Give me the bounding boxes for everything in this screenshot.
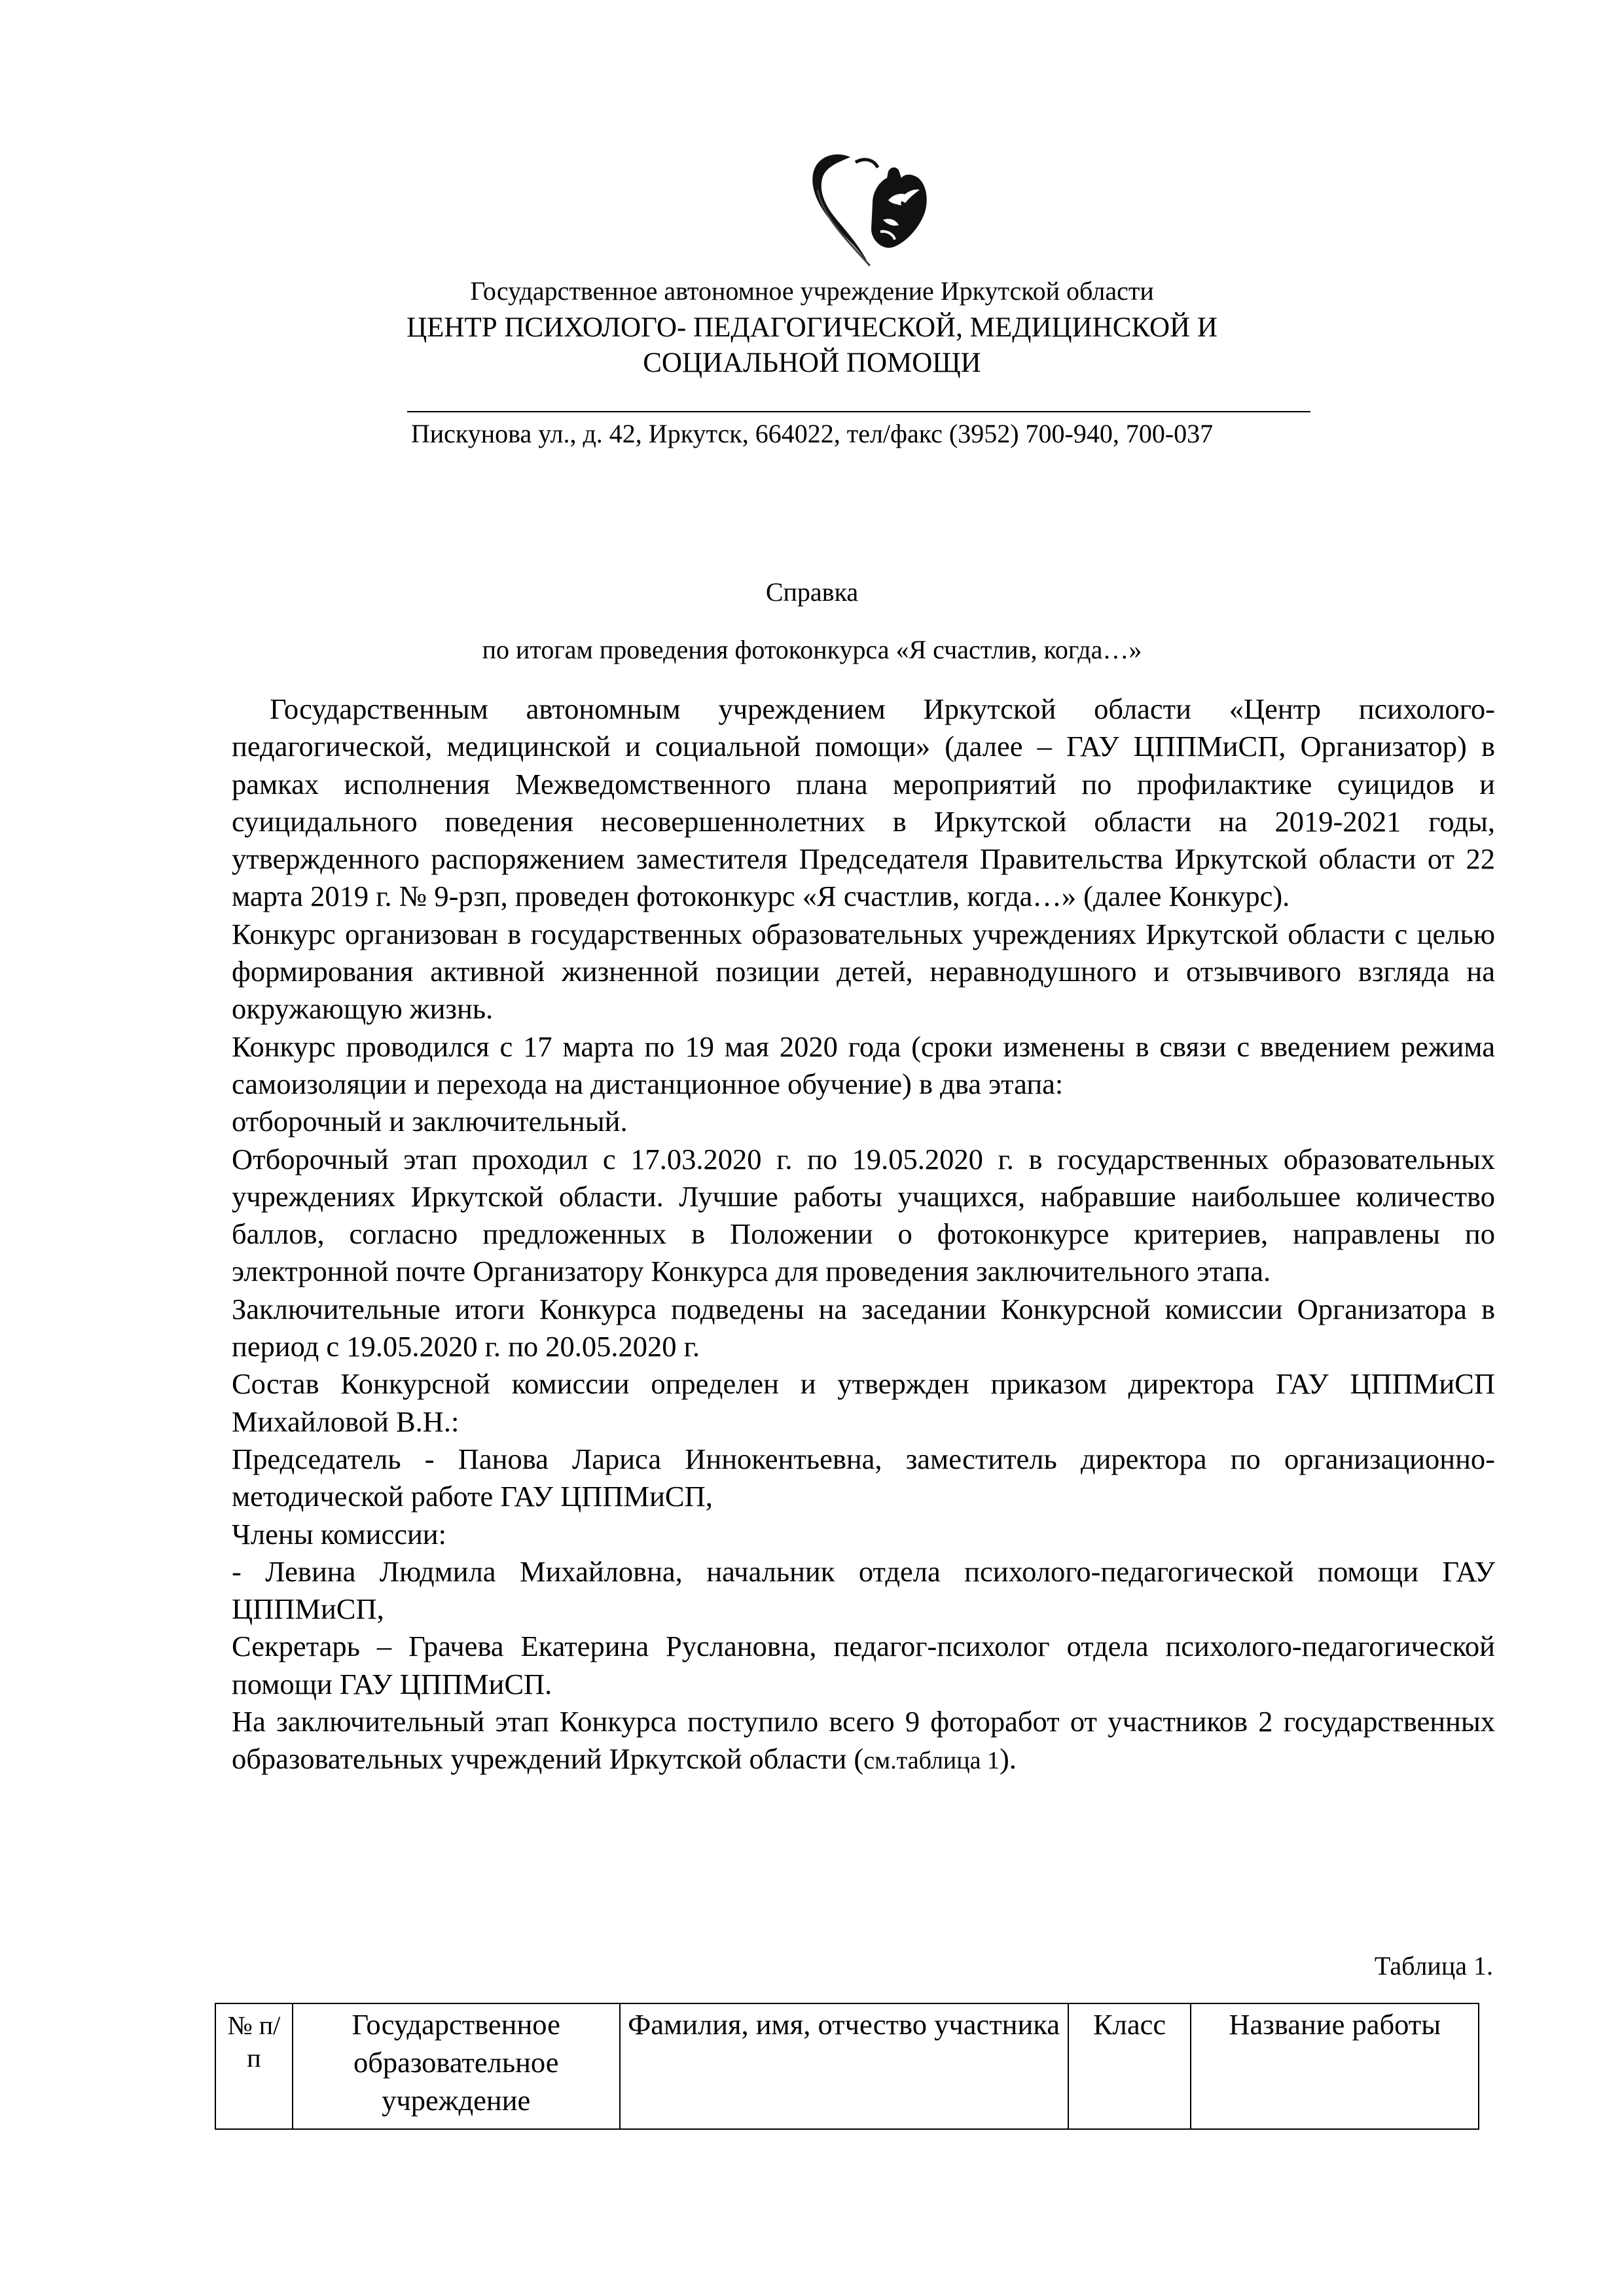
paragraph: Отборочный этап проходил с 17.03.2020 г. по 19.05.2020 г. в государственных образовательных учреждениях Иркутской области. Лучшие работы учащихся, набравшие наибольшее количество баллов, согласно предложенных в Положении о фотоконкурсе критериев, направлены по электронной почте Организатору Конкурса для проведения заключительного этапа.: [232, 1142, 1495, 1288]
final-paragraph-end: ).: [999, 1742, 1017, 1776]
paragraph-final: [232, 1703, 1495, 1780]
heart-hand-icon: [810, 152, 932, 268]
paragraph: отборочный и заключительный.: [232, 1105, 628, 1138]
final-paragraph-text: На заключительный этап Конкурса поступило всего 9 фоторабот от участников 2 государственных образовательных учреждений Иркутской области (: [232, 1705, 1495, 1776]
paragraph: Состав Конкурсной комиссии определен и утвержден приказом директора ГАУ ЦППМиСП Михайловой В.Н.:: [232, 1367, 1495, 1438]
paragraph: Конкурс организован в государственных образовательных учреждениях Иркутской области с целью формирования активной жизненной позиции детей, неравнодушного и отзывчивого взгляда на окружающую жизнь.: [232, 917, 1495, 1026]
table-reference: см.таблица 1: [863, 1747, 1000, 1775]
org-title-line: ЦЕНТР ПСИХОЛОГО- ПЕДАГОГИЧЕСКОЙ, МЕДИЦИНСКОЙ И: [406, 312, 1218, 343]
paragraph: Члены комиссии:: [232, 1517, 446, 1551]
document-body: [232, 691, 1495, 1780]
column-header-participant-name: Фамилия, имя, отчество участника: [620, 2003, 1068, 2129]
table-header-row: [215, 2003, 1479, 2129]
paragraph: Председатель - Панова Лариса Иннокентьевна, заместитель директора по организационно-методической работе ГАУ ЦППМиСП,: [232, 1442, 1495, 1513]
org-name-line: Государственное автономное учреждение Иркутской области: [470, 276, 1154, 306]
column-header-grade: Класс: [1068, 2003, 1191, 2129]
paragraph: Заключительные итоги Конкурса подведены на заседании Конкурсной комиссии Организатора в период с 19.05.2020 г. по 20.05.2020 г.: [232, 1292, 1495, 1363]
column-header-number: № п/п: [215, 2003, 293, 2129]
column-header-institution: Государственное образовательное учреждение: [293, 2003, 620, 2129]
paragraph: - Левина Людмила Михайловна, начальник отдела психолого-педагогической помощи ГАУ ЦППМиСП,: [232, 1554, 1495, 1626]
paragraph: Секретарь – Грачева Екатерина Руслановна, педагог-психолог отдела психолого-педагогической помощи ГАУ ЦППМиСП.: [232, 1630, 1495, 1700]
paragraph: Государственным автономным учреждением Иркутской области «Центр психолого-педагогической, медицинской и социальной помощи» (далее – ГАУ ЦППМиСП, Организатор) в рамках исполнения Межведомственного плана мероприятий по профилактике суицидов и суицидального поведения несовершеннолетних в Иркутской области на 2019-2021 годы, утвержденного распоряжением заместителя Председателя Правительства Иркутской области от 22 марта 2019 г. № 9-рзп, проведен фотоконкурс «Я счастлив, когда…» (далее Конкурс).: [232, 692, 1495, 913]
header-divider: [407, 411, 1310, 412]
document-title: Справка: [765, 577, 859, 607]
results-table: [215, 2003, 1479, 2130]
org-title-line-2: СОЦИАЛЬНОЙ ПОМОЩИ: [643, 348, 981, 378]
table-caption: Таблица 1.: [1374, 1951, 1493, 1981]
document-subtitle: по итогам проведения фотоконкурса «Я счастлив, когда…»: [482, 635, 1142, 664]
org-address: Пискунова ул., д. 42, Иркутск, 664022, тел/факс (3952) 700-940, 700-037: [410, 419, 1214, 448]
column-header-work-title: Название работы: [1191, 2003, 1479, 2129]
paragraph: Конкурс проводился с 17 марта по 19 мая 2020 года (сроки изменены в связи с введением режима самоизоляции и перехода на дистанционное обучение) в два этапа:: [232, 1030, 1495, 1100]
